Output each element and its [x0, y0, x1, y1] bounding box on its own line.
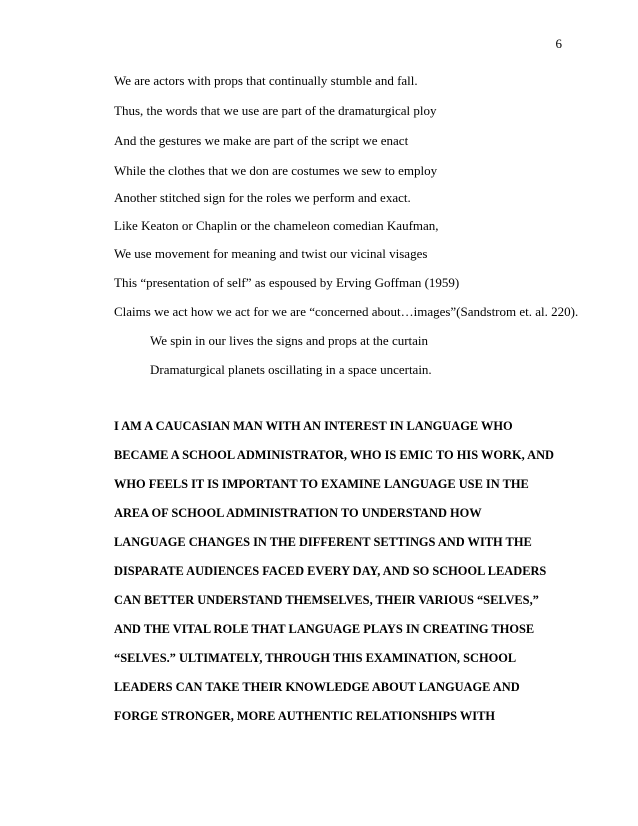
- poem-line: We use movement for meaning and twist our vicinal visages: [114, 246, 428, 261]
- statement-line: AND THE VITAL ROLE THAT LANGUAGE PLAYS IN CREATING THOSE: [114, 622, 535, 636]
- statement-line: WHO FEELS IT IS IMPORTANT TO EXAMINE LANGUAGE USE IN THE: [114, 477, 529, 491]
- statement-line: CAN BETTER UNDERSTAND THEMSELVES, THEIR VARIOUS “SELVES,”: [114, 593, 539, 607]
- statement-line: LANGUAGE CHANGES IN THE DIFFERENT SETTINGS AND WITH THE: [114, 535, 532, 549]
- poem-line: Claims we act how we act for we are “concerned about…images”(Sandstrom et. al. 220).: [114, 304, 579, 319]
- statement-line: I AM A CAUCASIAN MAN WITH AN INTEREST IN LANGUAGE WHO: [114, 419, 513, 433]
- statement-line: “SELVES.” ULTIMATELY, THROUGH THIS EXAMINATION, SCHOOL: [114, 651, 517, 665]
- statement-line: LEADERS CAN TAKE THEIR KNOWLEDGE ABOUT LANGUAGE AND: [114, 680, 520, 694]
- poem-line: And the gestures we make are part of the script we enact: [114, 133, 409, 148]
- poem-line: We are actors with props that continually stumble and fall.: [114, 73, 418, 88]
- poem-line: Another stitched sign for the roles we perform and exact.: [114, 190, 411, 205]
- poem-line: This “presentation of self” as espoused by Erving Goffman (1959): [114, 275, 460, 290]
- statement-line: DISPARATE AUDIENCES FACED EVERY DAY, AND SO SCHOOL LEADERS: [114, 564, 547, 578]
- statement-line: FORGE STRONGER, MORE AUTHENTIC RELATIONSHIPS WITH: [114, 709, 495, 723]
- poem-indented-line: We spin in our lives the signs and props at the curtain: [150, 333, 429, 348]
- statement-line: AREA OF SCHOOL ADMINISTRATION TO UNDERSTAND HOW: [114, 506, 482, 520]
- poem-line: Thus, the words that we use are part of the dramaturgical ploy: [114, 103, 437, 118]
- poem-line: Like Keaton or Chaplin or the chameleon comedian Kaufman,: [114, 218, 439, 233]
- page-number: 6: [555, 36, 562, 51]
- poem-line: While the clothes that we don are costumes we sew to employ: [114, 163, 438, 178]
- statement-line: BECAME A SCHOOL ADMINISTRATOR, WHO IS EMIC TO HIS WORK, AND: [114, 448, 554, 462]
- poem-indented-line: Dramaturgical planets oscillating in a space uncertain.: [150, 362, 432, 377]
